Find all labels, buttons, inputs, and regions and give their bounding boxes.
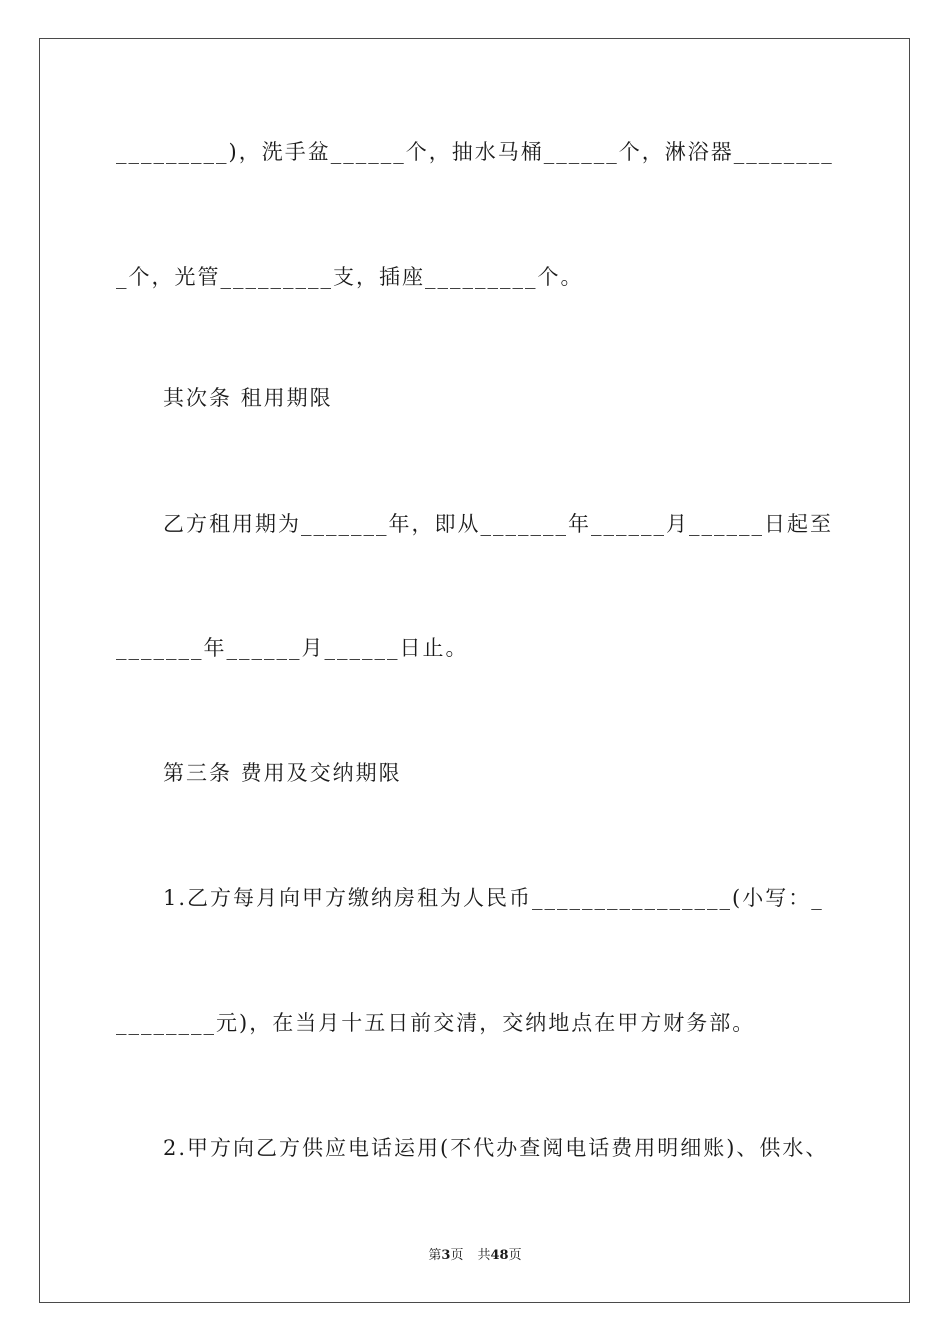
body-text-line: ________元)，在当月十五日前交清，交纳地点在甲方财务部。 bbox=[116, 1011, 756, 1035]
body-text-line: 1.乙方每月向甲方缴纳房租为人民币________________(小写：_ bbox=[163, 886, 824, 910]
footer-page-current: 3 bbox=[441, 1248, 451, 1263]
body-text-line: _______年______月______日止。 bbox=[116, 636, 469, 660]
body-text-line: 乙方租用期为_______年，即从_______年______月______日起至 bbox=[163, 512, 833, 536]
footer-total-suffix: 页 bbox=[508, 1248, 522, 1263]
footer-page-prefix: 第 bbox=[428, 1248, 442, 1263]
footer-total-prefix: 共 bbox=[477, 1248, 491, 1263]
body-text-line: 2.甲方向乙方供应电话运用(不代办查阅电话费用明细账)、供水、 bbox=[163, 1136, 829, 1160]
body-text-line: _________)，洗手盆______个，抽水马桶______个，淋浴器________ bbox=[116, 140, 834, 164]
page-frame bbox=[39, 38, 910, 1303]
page-footer bbox=[0, 1247, 950, 1265]
section-heading: 第三条 费用及交纳期限 bbox=[163, 761, 402, 785]
section-heading: 其次条 租用期限 bbox=[163, 386, 333, 410]
footer-page-suffix: 页 bbox=[450, 1248, 464, 1263]
body-text-line: _个，光管_________支，插座_________个。 bbox=[116, 265, 584, 289]
footer-page-total: 48 bbox=[490, 1248, 509, 1263]
